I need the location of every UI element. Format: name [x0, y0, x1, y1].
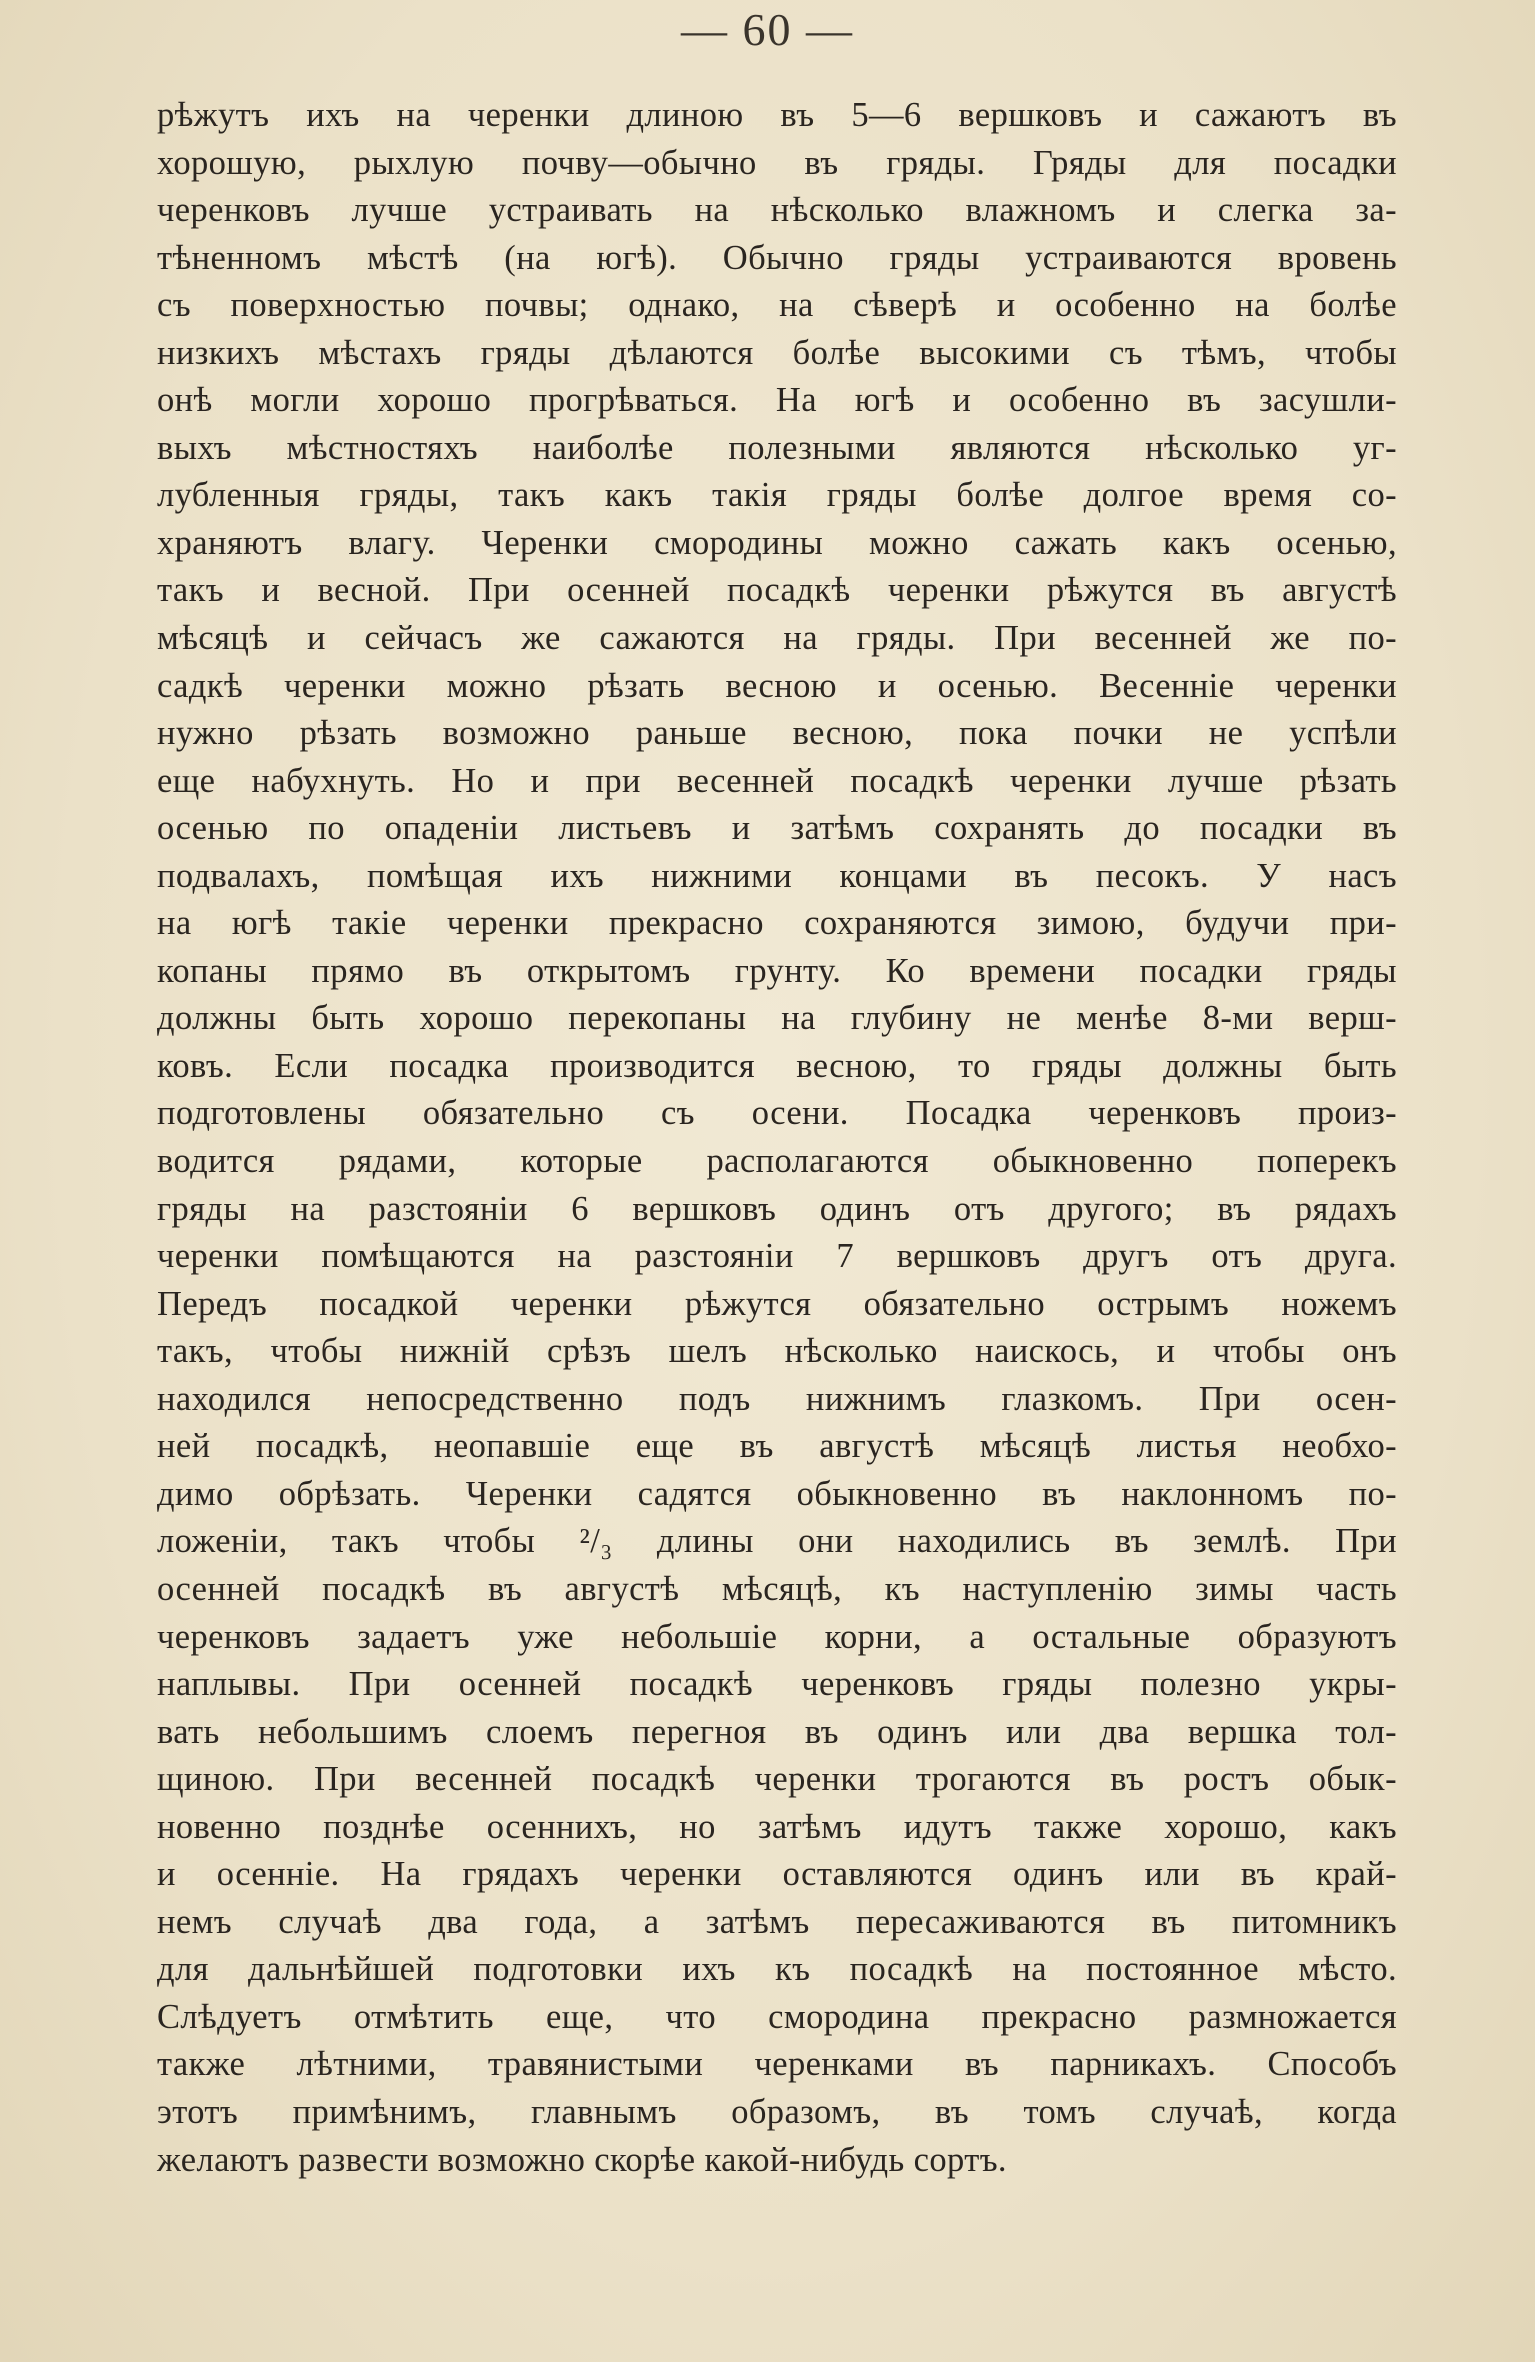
text-line: храняютъ влагу. Черенки смородины можно сажать какъ осенью,	[157, 523, 1397, 562]
text-line: немъ случаѣ два года, а затѣмъ пересаживаются въ питомникъ	[157, 1902, 1397, 1941]
text-line: черенки помѣщаются на разстояніи 7 вершковъ другъ отъ друга.	[157, 1237, 1397, 1276]
text-line: находился непосредственно подъ нижнимъ глазкомъ. При осен-	[157, 1379, 1397, 1418]
text-line: ней посадкѣ, неопавшіе еще въ августѣ мѣсяцѣ листья необхо-	[157, 1427, 1397, 1466]
text-line: на югѣ такіе черенки прекрасно сохраняются зимою, будучи при-	[157, 904, 1397, 943]
text-line: черенковъ задаетъ уже небольшіе корни, а остальные образуютъ	[157, 1617, 1397, 1656]
text-line: такъ, чтобы нижній срѣзъ шелъ нѣсколько наискось, и чтобы онъ	[157, 1332, 1397, 1371]
text-line: осенью по опаденіи листьевъ и затѣмъ сохранять до посадки въ	[157, 809, 1397, 848]
text-line: желаютъ развести возможно скорѣе какой-нибудь сортъ.	[157, 2140, 1007, 2179]
text-line: и осенніе. На грядахъ черенки оставляются одинъ или въ край-	[157, 1855, 1397, 1894]
text-line: копаны прямо въ открытомъ грунту. Ко времени посадки гряды	[157, 951, 1397, 990]
text-line: щиною. При весенней посадкѣ черенки трогаются въ ростъ обык-	[157, 1760, 1397, 1799]
text-line: новенно позднѣе осеннихъ, но затѣмъ идутъ также хорошо, какъ	[157, 1807, 1397, 1846]
text-line: лубленныя гряды, такъ какъ такія гряды болѣе долгое время со-	[157, 476, 1397, 515]
text-line: также лѣтними, травянистыми черенками въ парникахъ. Способъ	[157, 2045, 1397, 2084]
text-line: такъ и весной. При осенней посадкѣ черенки рѣжутся въ августѣ	[157, 571, 1397, 610]
text-line: ковъ. Если посадка производится весною, то гряды должны быть	[157, 1046, 1397, 1085]
text-line: должны быть хорошо перекопаны на глубину не менѣе 8-ми верш-	[157, 999, 1397, 1038]
text-line: низкихъ мѣстахъ гряды дѣлаются болѣе высокими съ тѣмъ, чтобы	[157, 333, 1397, 372]
text-line: еще набухнуть. Но и при весенней посадкѣ черенки лучше рѣзать	[157, 761, 1397, 800]
text-line: нужно рѣзать возможно раньше весною, пока почки не успѣли	[157, 714, 1397, 753]
text-line: водится рядами, которые располагаются обыкновенно поперекъ	[157, 1142, 1397, 1181]
text-line: подготовлены обязательно съ осени. Посадка черенковъ произ-	[157, 1094, 1397, 1133]
page-number: — 60 —	[681, 4, 854, 55]
text-line: Слѣдуетъ отмѣтить еще, что смородина прекрасно размножается	[157, 1997, 1397, 2036]
text-line: тѣненномъ мѣстѣ (на югѣ). Обычно гряды устраиваются вровень	[157, 238, 1397, 277]
text-line: осенней посадкѣ въ августѣ мѣсяцѣ, къ наступленію зимы часть	[157, 1569, 1397, 1608]
body-text	[157, 92, 1397, 2184]
text-line: Передъ посадкой черенки рѣжутся обязательно острымъ ножемъ	[157, 1284, 1397, 1323]
text-line: мѣсяцѣ и сейчасъ же сажаются на гряды. При весенней же по-	[157, 619, 1397, 658]
text-line: хорошую, рыхлую почву—обычно въ гряды. Гряды для посадки	[157, 143, 1397, 182]
text-line: рѣжутъ ихъ на черенки длиною въ 5—6 вершковъ и сажаютъ въ	[157, 96, 1397, 134]
text-line: черенковъ лучше устраивать на нѣсколько влажномъ и слегка за-	[157, 191, 1397, 230]
text-line: димо обрѣзать. Черенки садятся обыкновенно въ наклонномъ по-	[157, 1474, 1397, 1513]
text-line: садкѣ черенки можно рѣзать весною и осенью. Весенніе черенки	[157, 666, 1397, 705]
text-line: гряды на разстояніи 6 вершковъ одинъ отъ другого; въ рядахъ	[157, 1189, 1397, 1228]
text-line: для дальнѣйшей подготовки ихъ къ посадкѣ на постоянное мѣсто.	[157, 1950, 1397, 1989]
text-line: подвалахъ, помѣщая ихъ нижними концами въ песокъ. У насъ	[157, 856, 1397, 895]
text-line: ложеніи, такъ чтобы ²/₃ длины они находились въ землѣ. При	[157, 1522, 1397, 1561]
text-line: наплывы. При осенней посадкѣ черенковъ гряды полезно укры-	[157, 1665, 1397, 1704]
text-line: выхъ мѣстностяхъ наиболѣе полезными являются нѣсколько уг-	[157, 428, 1397, 467]
text-line: этотъ примѣнимъ, главнымъ образомъ, въ томъ случаѣ, когда	[157, 2092, 1397, 2131]
text-line: вать небольшимъ слоемъ перегноя въ одинъ или два вершка тол-	[157, 1712, 1397, 1751]
text-line: съ поверхностью почвы; однако, на сѣверѣ и особенно на болѣе	[157, 286, 1397, 325]
text-line: онѣ могли хорошо прогрѣваться. На югѣ и особенно въ засушли-	[157, 381, 1397, 420]
